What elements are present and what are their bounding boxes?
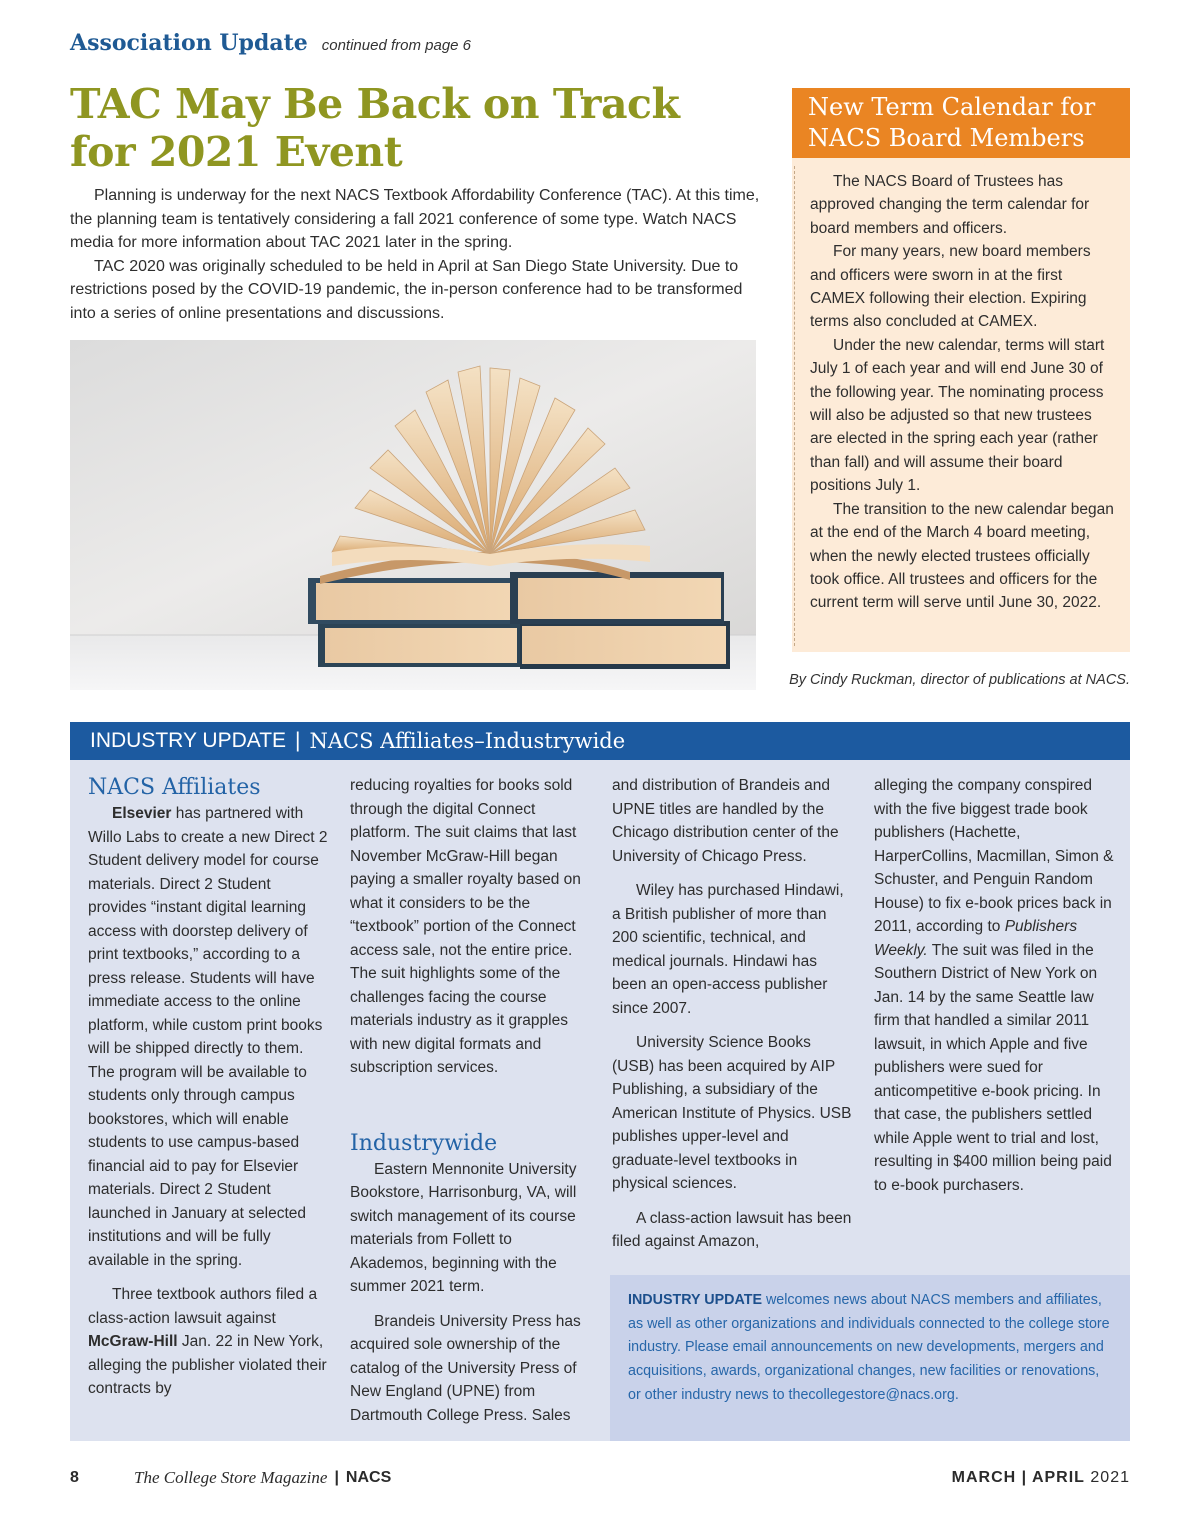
section-header: [70, 30, 471, 56]
sidebar-divider: [794, 166, 795, 646]
industry-column-1: [88, 774, 328, 1401]
article-paragraph: Planning is underway for the next NACS Textbook Affordability Conference (TAC). At this time, the planning team is tentatively considering a fall 2021 conference of some type. Watch NACS media for more information about TAC 2021 later in the spring.: [70, 187, 760, 251]
org-name: NACS: [345, 1469, 392, 1486]
sidebar-paragraph: The transition to the new calendar began at the end of the March 4 board meeting, when the newly elected trustees officially took office. All trustees and officers for the current term will serve until June 30, 2022.: [810, 500, 1114, 612]
industry-column-4: [874, 774, 1114, 1197]
industrywide-heading: Industrywide: [350, 1130, 498, 1156]
elsevier-text: has partnered with Willo Labs to create a new Direct 2 Student delivery model for course materials. Direct 2 Student provides “instant digital learning access with doorstep delivery of print textbooks,” according to a press release. Students will have immediate access to the online platform, while custom print books will be shipped directly to them. The program will be available to students only through campus bookstores, which will enable students to use campus-based financial aid to pay for Elsevier materials. Direct 2 Student launched in January at selected institutions and will be fully available in the spring.: [88, 805, 328, 1269]
byline: By Cindy Ruckman, director of publications at NACS.: [789, 672, 1130, 688]
emu-item: Eastern Mennonite University Bookstore, Harrisonburg, VA, will switch management of its course materials from Follett to Akademos, beginning with the summer 2021 term.: [350, 1160, 577, 1295]
sidebar-title-line-1: New Term Calendar for: [808, 93, 1096, 121]
elsevier-name: Elsevier: [112, 805, 172, 822]
footer-separator: |: [334, 1469, 339, 1486]
magazine-name: The College Store Magazine: [134, 1468, 328, 1487]
mcgraw-continued: reducing royalties for books sold through the digital Connect platform. The suit claims that last November McGraw-Hill began paying a smaller royalty based on what it considers to be the “textbook” portion of the Connect access sale, not the entire price. The suit highlights some of the challenges facing the course materials industry as it grapples with new digital formats and subscription services.: [350, 777, 581, 1076]
sidebar-paragraph: The NACS Board of Trustees has approved changing the term calendar for board members and officers.: [810, 173, 1090, 237]
article-paragraph: TAC 2020 was originally scheduled to be held in April at San Diego State University. Due to restrictions posed by the COVID-19 pandemic, the in-person conference had to be transformed into a series of online presentations and discussions.: [70, 257, 743, 322]
books-illustration: [70, 340, 756, 690]
industry-update-callout: [610, 1275, 1130, 1441]
amazon-text-b: The suit was filed in the Southern District of New York on Jan. 14 by the same Seattle law firm that handled a similar 2011 lawsuit, in which Apple and five publishers were sued for anticompetitive e-book pricing. In that case, the publishers settled while Apple went to trial and lost, resulting in $400 million being paid to e-book purchasers.: [874, 941, 1112, 1194]
usb-item: University Science Books (USB) has been acquired by AIP Publishing, a subsidiary of the American Institute of Physics. USB publishes upper-level and graduate-level textbooks in physical sciences.: [612, 1034, 852, 1192]
sidebar-title: [792, 88, 1130, 158]
mcgraw-pre: Three textbook authors filed a class-action lawsuit against: [88, 1286, 318, 1327]
amazon-item: A class-action lawsuit has been filed against Amazon,: [612, 1209, 852, 1250]
books-photo: [70, 340, 756, 690]
elsevier-item: [88, 802, 328, 1272]
callout-text: welcomes news about NACS members and affiliates, as well as other organizations and individuals connected to the college store industry. Please email announcements on new developments, mergers and acquisitions, awards, organizational changes, new facilities or renovations, or other industry news to thecollegestore@nacs.org.: [628, 1292, 1110, 1403]
sidebar-title-line-2: NACS Board Members: [808, 124, 1085, 152]
sidebar-body: [792, 158, 1130, 652]
industry-column-3: [612, 774, 852, 1254]
brandeis-item: Brandeis University Press has acquired sole ownership of the catalog of the University Press of New England (UPNE) from Dartmouth College Press. Sales: [350, 1312, 581, 1424]
headline-line-1: TAC May Be Back on Track: [70, 80, 680, 128]
industry-update-bar: [70, 722, 1130, 760]
headline-line-2: for 2021 Event: [70, 128, 403, 176]
continued-note: continued from page 6: [321, 37, 472, 54]
amazon-text-a: alleging the company conspired with the five biggest trade book publishers (Hachette, HarperCollins, Macmillan, Simon & Schuster, and Penguin Random House) to fix e-book prices back in 2011, according to: [874, 777, 1114, 935]
bar-separator: |: [295, 729, 301, 752]
page-number: 8: [70, 1469, 79, 1486]
amazon-continued: [874, 774, 1114, 1197]
affiliates-heading: NACS Affiliates: [88, 775, 261, 800]
industry-update-label: INDUSTRY UPDATE: [90, 729, 287, 752]
issue-date: [952, 1469, 1130, 1487]
sidebar-paragraph: For many years, new board members and officers were sworn in at the first CAMEX following their election. Expiring terms also concluded at CAMEX.: [810, 243, 1091, 331]
mcgraw-text-a: Jan. 22 in New York, alleging the publisher violated their contracts by: [88, 1333, 327, 1397]
brandeis-continued: and distribution of Brandeis and UPNE titles are handled by the Chicago distribution center of the University of Chicago Press.: [612, 777, 839, 865]
mcgraw-item: [88, 1283, 328, 1401]
article-headline: [70, 80, 710, 176]
page-footer: [70, 1466, 1130, 1490]
mcgraw-name: McGraw-Hill: [88, 1333, 178, 1350]
wiley-item: Wiley has purchased Hindawi, a British publisher of more than 200 scientific, technical, and medical journals. Hindawi has been an open-access publisher since 2007.: [612, 882, 844, 1017]
issue-months: MARCH | APRIL: [951, 1469, 1085, 1486]
industry-update-subtitle: NACS Affiliates–Industrywide: [309, 729, 626, 753]
section-name: Association Update: [70, 30, 308, 56]
callout-label: INDUSTRY UPDATE: [628, 1292, 762, 1308]
issue-year: 2021: [1090, 1469, 1130, 1486]
article-body: [70, 184, 760, 325]
publishers-weekly: Publishers Weekly.: [874, 918, 1078, 959]
sidebar-paragraph: Under the new calendar, terms will start July 1 of each year and will end June 30 of the following year. The nominating process will also be adjusted so that new trustees are elected in the spring each year (rather than fall) and will assume their board positions July 1.: [810, 336, 1105, 495]
industry-column-2: [350, 774, 590, 1427]
